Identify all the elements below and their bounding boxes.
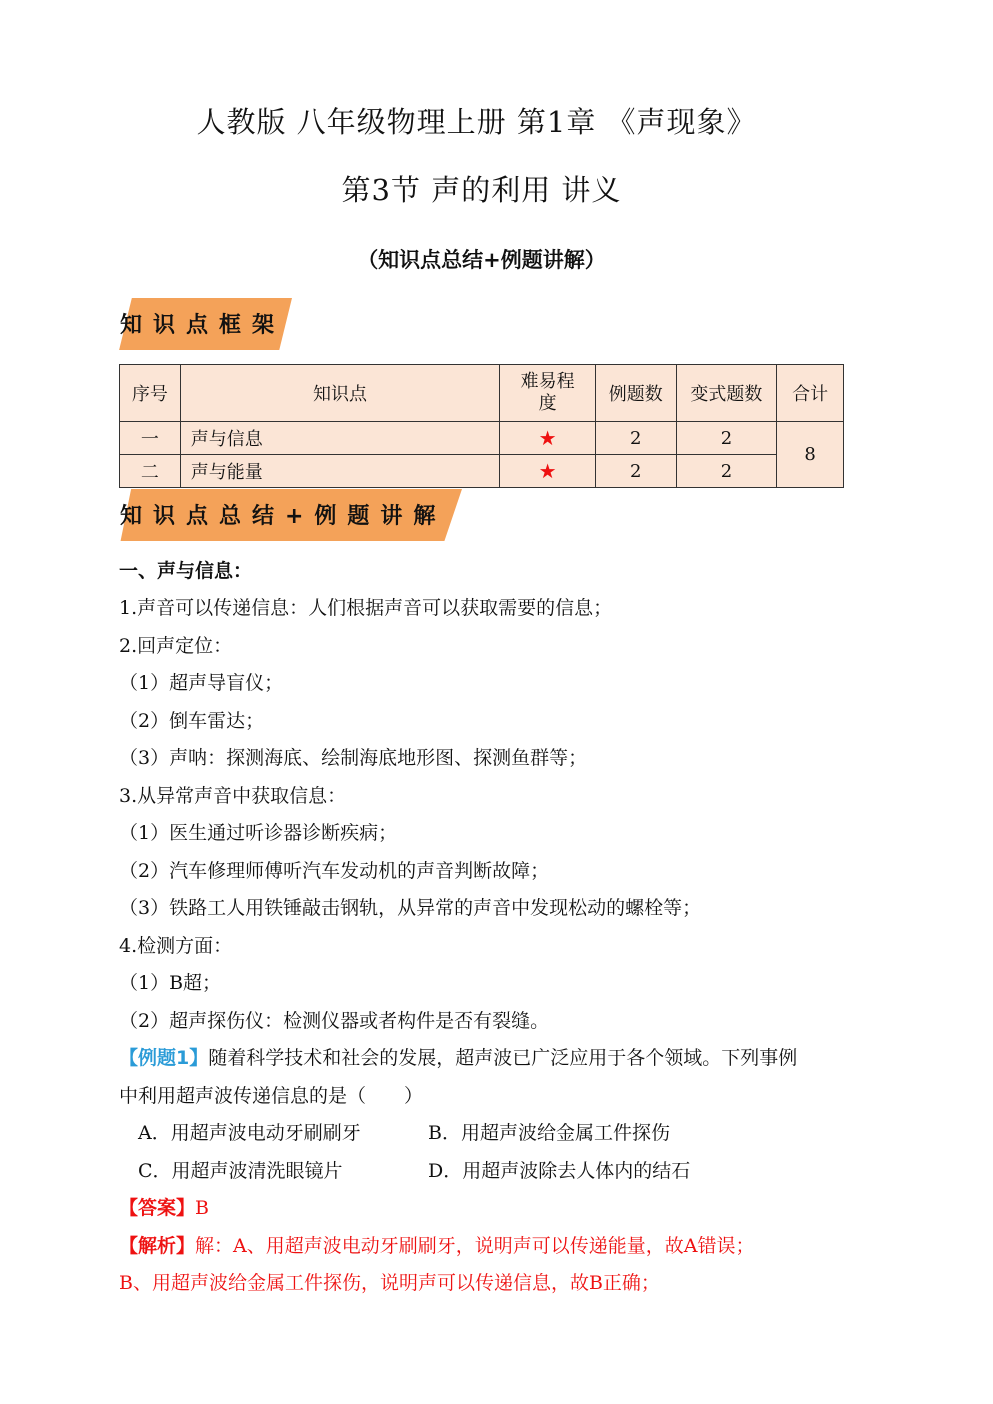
- header-variants: 变式题数: [676, 365, 777, 422]
- banner-label: 知识点总结+例题讲解: [120, 504, 447, 529]
- example-question: [119, 1043, 797, 1070]
- star-icon: ★: [538, 459, 557, 483]
- option-a: A．用超声波电动牙刷刷牙: [138, 1122, 361, 1144]
- table-row: [120, 422, 844, 455]
- header-index: 序号: [120, 365, 181, 422]
- row-examples: 2: [595, 422, 676, 455]
- header-examples: 例题数: [595, 365, 676, 422]
- option-c: C．用超声波清洗眼镜片: [138, 1160, 343, 1182]
- row-topic: 声与能量: [180, 455, 500, 488]
- content-line: （2）超声探伤仪：检测仪器或者构件是否有裂缝。: [119, 1010, 550, 1032]
- table-header-row: [120, 365, 844, 422]
- analysis-line: [119, 1231, 754, 1258]
- analysis-text: 解：A、用超声波电动牙刷刷牙，说明声可以传递能量，故A错误；: [195, 1235, 755, 1257]
- content-line: 2.回声定位：: [119, 635, 233, 657]
- row-difficulty: [500, 422, 596, 455]
- analysis-tag: 【解析】: [119, 1235, 196, 1257]
- row-examples: 2: [595, 455, 676, 488]
- row-variants: 2: [676, 455, 777, 488]
- star-icon: ★: [538, 426, 557, 450]
- question-text: 随着科学技术和社会的发展，超声波已广泛应用于各个领域。下列事例: [208, 1047, 798, 1069]
- content-line: 1.声音可以传递信息：人们根据声音可以获取需要的信息；: [119, 597, 613, 619]
- row-index: 一: [120, 422, 181, 455]
- header-difficulty-line1: 难易程: [520, 371, 575, 392]
- row-variants: 2: [676, 422, 777, 455]
- answer-tag: 【答案】: [119, 1197, 196, 1219]
- content-line: （3）声呐：探测海底、绘制海底地形图、探测鱼群等；: [119, 747, 588, 769]
- option-b: B．用超声波给金属工件探伤: [428, 1122, 670, 1144]
- header-difficulty: [500, 365, 596, 422]
- answer-value: B: [195, 1197, 209, 1219]
- row-total: 8: [777, 422, 844, 488]
- analysis-line2: B、用超声波给金属工件探伤，说明声可以传递信息，故B正确；: [119, 1272, 660, 1294]
- option-d: D．用超声波除去人体内的结石: [428, 1160, 691, 1182]
- knowledge-table: [119, 364, 844, 488]
- header-topic: 知识点: [180, 365, 500, 422]
- header-difficulty-line2: 度: [538, 393, 557, 414]
- content-line: 4.检测方面：: [119, 935, 233, 957]
- content-line: （1）超声导盲仪；: [119, 672, 284, 694]
- header-total: 合计: [777, 365, 844, 422]
- content-line: （2）汽车修理师傅听汽车发动机的声音判断故障；: [119, 860, 550, 882]
- content-line: （1）B超；: [119, 972, 222, 994]
- row-topic: 声与信息: [180, 422, 500, 455]
- knowledge-framework-banner: [110, 298, 292, 350]
- content-line: 3.从异常声音中获取信息：: [119, 785, 347, 807]
- summary-banner: [110, 489, 462, 541]
- row-difficulty: [500, 455, 596, 488]
- table-row: [120, 455, 844, 488]
- banner-label: 知识点框架: [120, 313, 286, 338]
- content-line: （2）倒车雷达；: [119, 710, 265, 732]
- answer-line: [119, 1193, 209, 1220]
- section-title: 第3节 声的利用 讲义: [341, 173, 622, 207]
- example-tag: 【例题1】: [119, 1047, 209, 1069]
- document-subtitle: （知识点总结+例题讲解）: [357, 248, 606, 272]
- question-text-line2: 中利用超声波传递信息的是（ ）: [119, 1085, 424, 1107]
- content-line: （3）铁路工人用铁锤敲击钢轨，从异常的声音中发现松动的螺栓等；: [119, 897, 702, 919]
- content-line: （1）医生通过听诊器诊断疾病；: [119, 822, 398, 844]
- document-title: 人教版 八年级物理上册 第1章 《声现象》: [196, 105, 757, 139]
- section-heading: 一、声与信息：: [119, 560, 253, 582]
- row-index: 二: [120, 455, 181, 488]
